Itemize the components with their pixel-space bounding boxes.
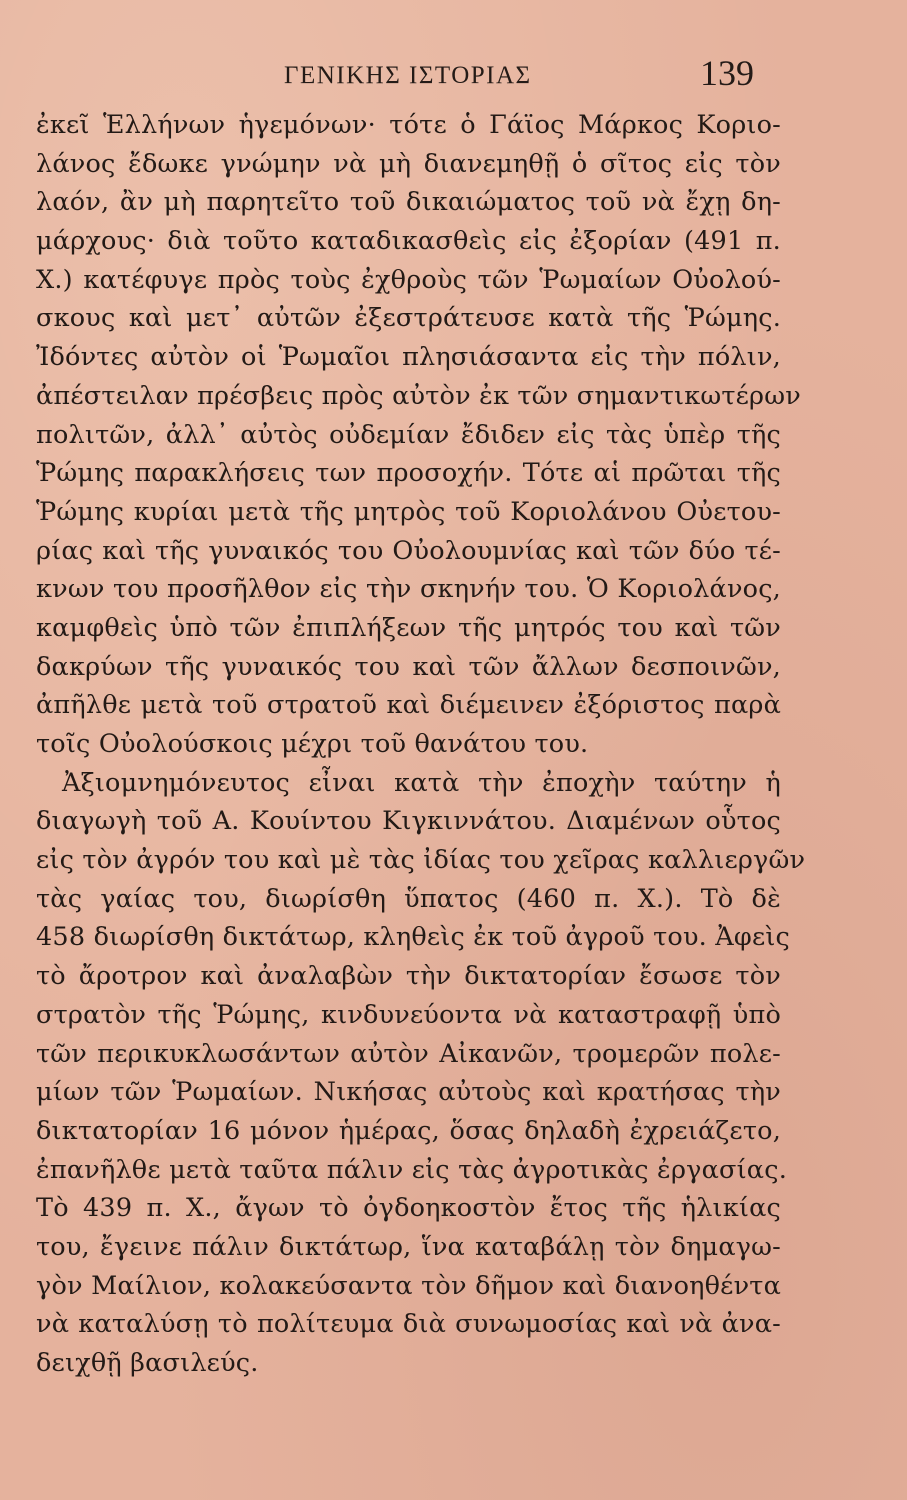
- text-line: γὸν Μαίλιον, κολακεύσαντα τὸν δῆμον καὶ διανοηθέντα: [36, 1270, 781, 1301]
- text-line: ἐπανῆλθε μετὰ ταῦτα πάλιν εἰς τὰς ἀγροτικὰς ἐργασίας.: [36, 1154, 788, 1185]
- text-line: ρίας καὶ τῆς γυναικός του Οὐολουμνίας καὶ τῶν δύο τέ-: [36, 535, 781, 566]
- text-line: Ῥώμης παρακλήσεις των προσοχήν. Τότε αἱ πρῶται τῆς: [36, 458, 781, 489]
- text-line: λάνος ἔδωκε γνώμην νὰ μὴ διανεμηθῇ ὁ σῖτος εἰς τὸν: [36, 148, 781, 179]
- text-line: δακρύων τῆς γυναικός του καὶ τῶν ἄλλων δεσποινῶν,: [36, 651, 781, 682]
- text-line: ἀπῆλθε μετὰ τοῦ στρατοῦ καὶ διέμεινεν ἐξόριστος παρὰ: [36, 690, 781, 721]
- running-title: ΓΕΝΙΚΗΣ ΙΣΤΟΡΙΑΣ: [284, 62, 532, 89]
- text-line: του, ἔγεινε πάλιν δικτάτωρ, ἵνα καταβάλῃ τὸν δημαγω-: [36, 1231, 781, 1262]
- text-line: διαγωγὴ τοῦ Α. Κουίντου Κιγκιννάτου. Διαμένων οὗτος: [36, 806, 781, 837]
- text-line: καμφθεὶς ὑπὸ τῶν ἐπιπλήξεων τῆς μητρός του καὶ τῶν: [36, 612, 781, 643]
- paragraph-2: [36, 764, 806, 1383]
- text-line: τοῖς Οὐολούσκοις μέχρι τοῦ θανάτου του.: [36, 729, 589, 759]
- text-line: σκους καὶ μετ᾽ αὐτῶν ἐξεστράτευσε κατὰ τῆς Ῥώμης.: [36, 303, 781, 334]
- text-line: μίων τῶν Ῥωμαίων. Νικήσας αὐτοὺς καὶ κρατήσας τὴν: [36, 1077, 781, 1108]
- text-line: Ῥώμης κυρίαι μετὰ τῆς μητρὸς τοῦ Κοριολάνου Οὐετου-: [36, 496, 781, 527]
- text-line: ἀπέστειλαν πρέσβεις πρὸς αὐτὸν ἐκ τῶν σημαντικωτέρων: [36, 380, 801, 411]
- text-line: Χ.) κατέφυγε πρὸς τοὺς ἐχθροὺς τῶν Ῥωμαίων Οὐολού-: [36, 264, 781, 295]
- text-line: εἰς τὸν ἀγρόν του καὶ μὲ τὰς ἰδίας του χεῖρας καλλιεργῶν: [36, 845, 806, 876]
- text-line: Τὸ 439 π. Χ., ἄγων τὸ ὀγδοηκοστὸν ἔτος τῆς ἡλικίας: [36, 1193, 781, 1224]
- text-line: δικτατορίαν 16 μόνον ἡμέρας, ὅσας δηλαδὴ ἐχρειάζετο,: [36, 1115, 781, 1146]
- text-line: ἐκεῖ Ἑλλήνων ἡγεμόνων· τότε ὁ Γάϊος Μάρκος Κοριο-: [36, 110, 781, 140]
- text-line: τὰς γαίας του, διωρίσθη ὕπατος (460 π. Χ.). Τὸ δὲ: [36, 883, 781, 914]
- text-line: λαόν, ἂν μὴ παρητεῖτο τοῦ δικαιώματος τοῦ νὰ ἔχῃ δη-: [36, 187, 781, 218]
- text-line: Ἀξιομνημόνευτος εἶναι κατὰ τὴν ἐποχὴν ταύτην ἡ: [62, 767, 781, 798]
- text-line: νὰ καταλύσῃ τὸ πολίτευμα διὰ συνωμοσίας καὶ νὰ ἀνα-: [36, 1309, 781, 1340]
- text-line: τῶν περικυκλωσάντων αὐτὸν Αἰκανῶν, τρομερῶν πολε-: [36, 1038, 781, 1069]
- text-line: πολιτῶν, ἀλλ᾽ αὐτὸς οὐδεμίαν ἔδιδεν εἰς τὰς ὑπὲρ τῆς: [36, 419, 781, 450]
- page-number: 139: [700, 53, 754, 93]
- text-line: τὸ ἄροτρον καὶ ἀναλαβὼν τὴν δικτατορίαν ἔσωσε τὸν: [36, 961, 781, 992]
- page-header: [0, 52, 907, 102]
- text-line: Ἰδόντες αὐτὸν οἱ Ῥωμαῖοι πλησιάσαντα εἰς τὴν πόλιν,: [36, 342, 781, 373]
- text-line: δειχθῇ βασιλεύς.: [36, 1348, 259, 1378]
- text-line: στρατὸν τῆς Ῥώμης, κινδυνεύοντα νὰ καταστραφῇ ὑπὸ: [36, 999, 781, 1030]
- body-text: [36, 106, 806, 1383]
- text-line: κνων του προσῆλθον εἰς τὴν σκηνήν του. Ὁ Κοριολάνος,: [36, 574, 781, 605]
- text-line: μάρχους· διὰ τοῦτο καταδικασθεὶς εἰς ἐξορίαν (491 π.: [36, 226, 781, 257]
- text-line: 458 διωρίσθη δικτάτωρ, κληθεὶς ἐκ τοῦ ἀγροῦ του. Ἀφεὶς: [36, 922, 791, 953]
- paragraph-1: [36, 106, 801, 764]
